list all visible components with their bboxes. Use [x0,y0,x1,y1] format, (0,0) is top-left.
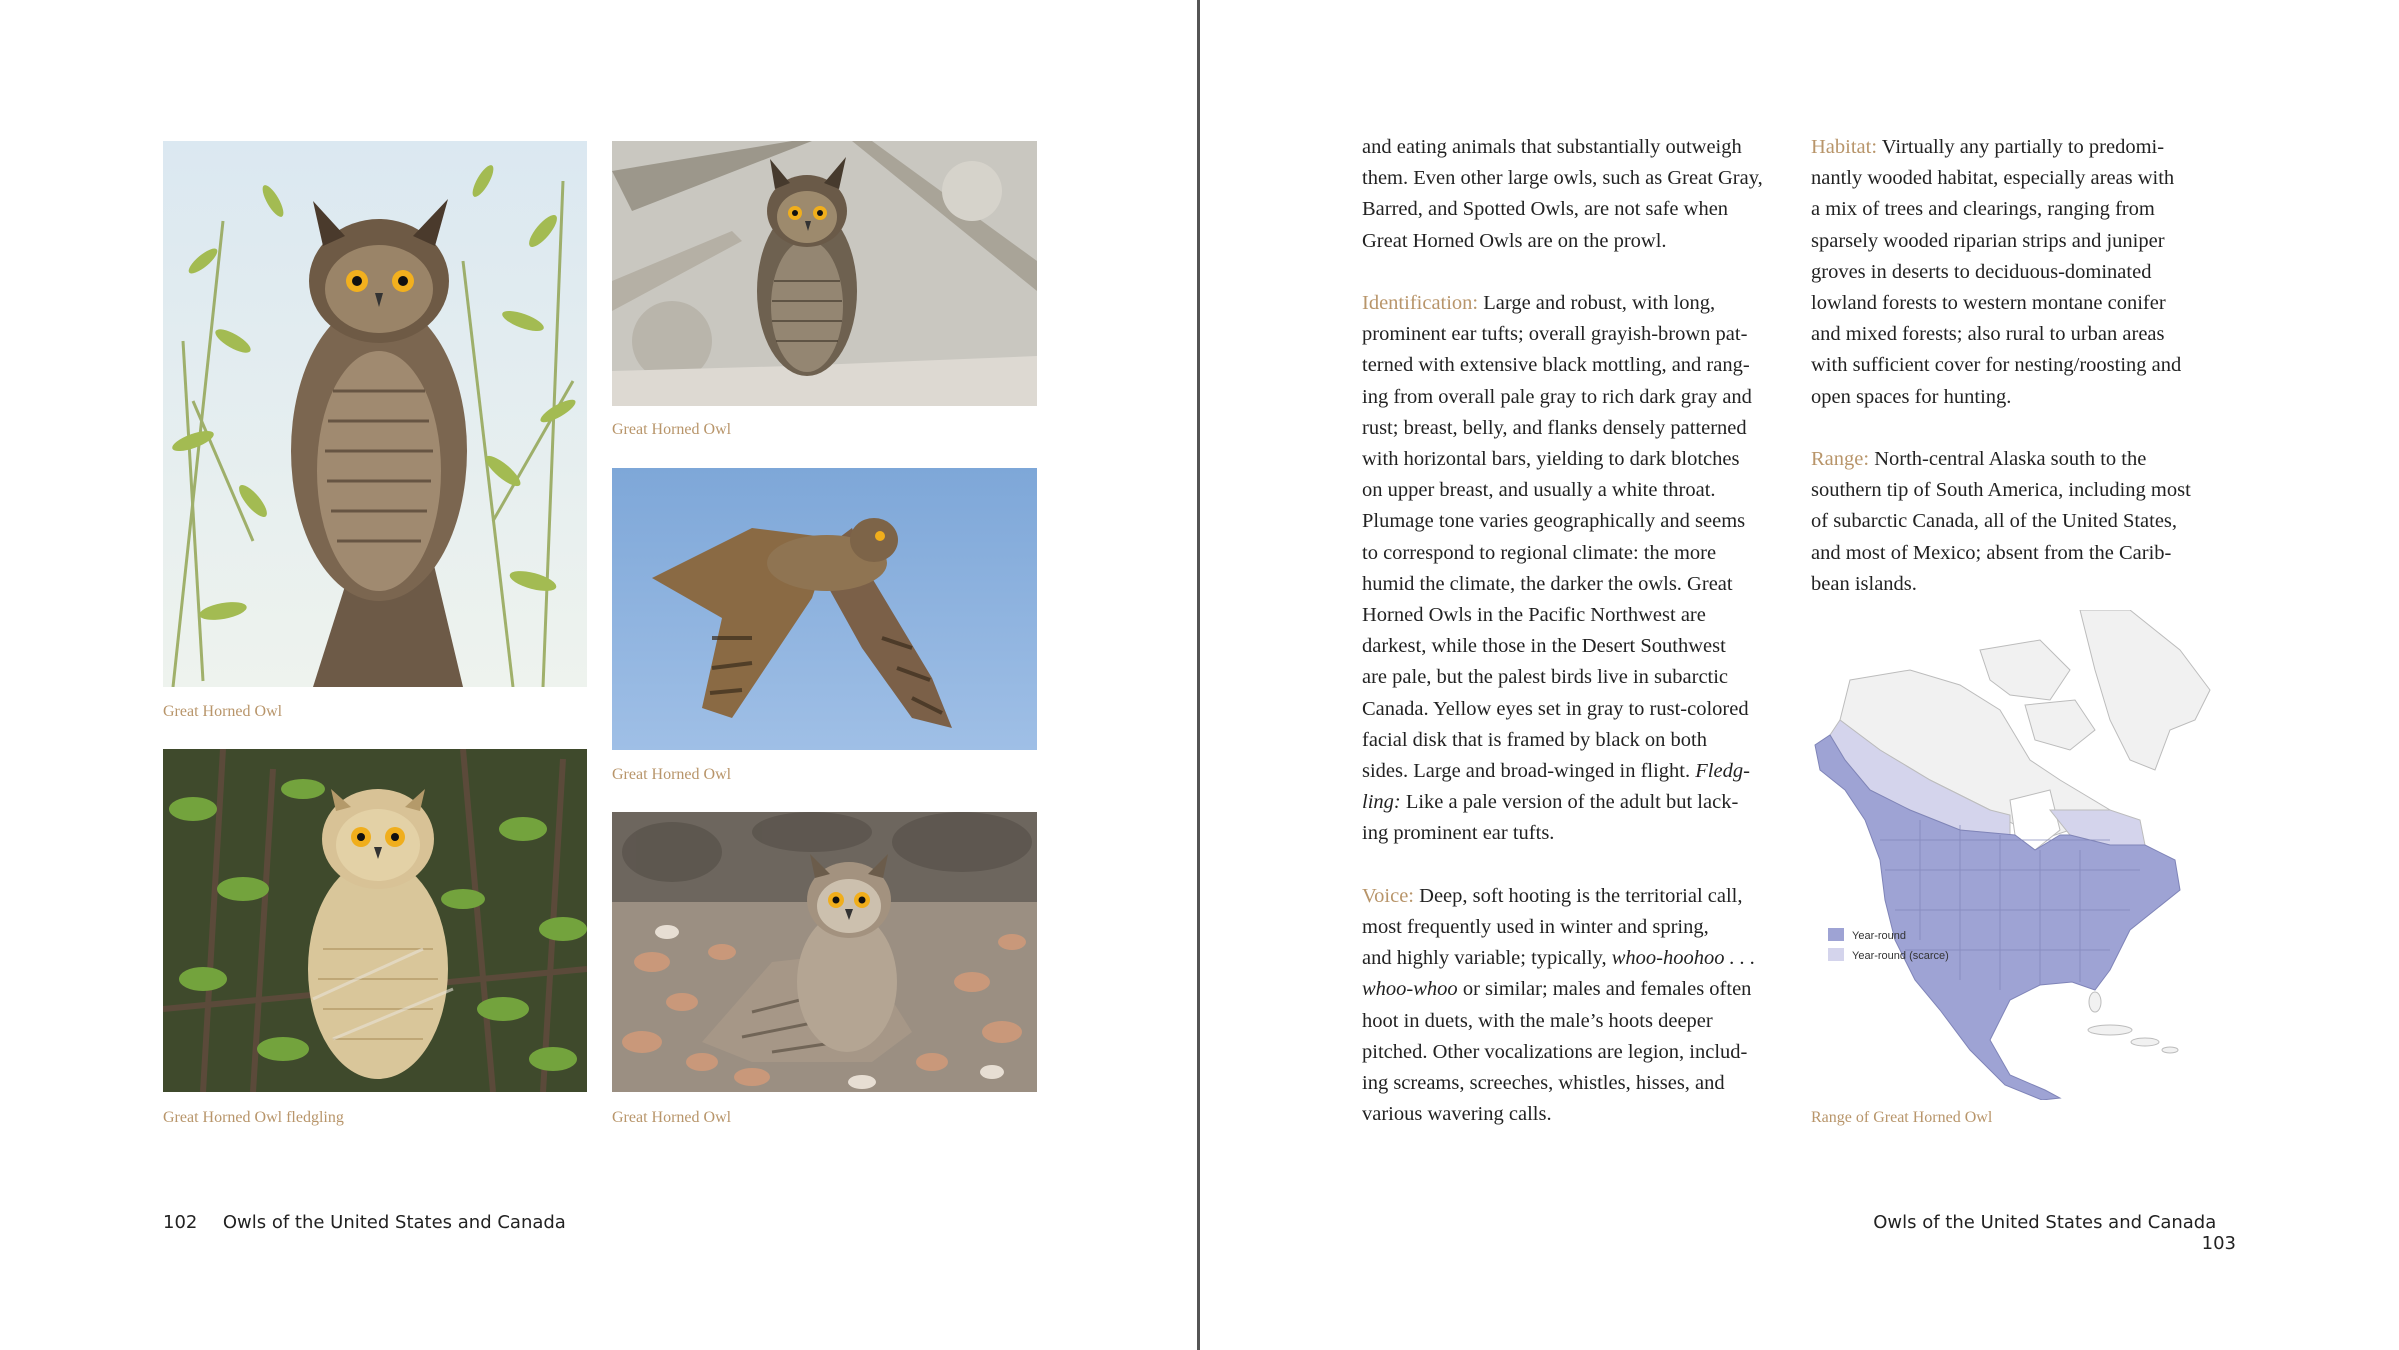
text-line: ing prominent ear tufts. [1362,822,1555,845]
text-line: Plumage tone varies geographically and seems [1362,510,1746,533]
text-line: most frequently used in winter and spring, [1362,916,1709,939]
fledgling-term: ling: [1362,791,1401,814]
text-line: prominent ear tufts; overall grayish-brown pat- [1362,323,1748,346]
text-line: and most of Mexico; absent from the Carib- [1811,541,2172,564]
owl-stump-image [612,141,1037,406]
identification-paragraph [1362,288,1792,850]
text-line: ing screams, screeches, whistles, hisses, and [1362,1072,1725,1095]
photo-great-horned-owl-stump [612,141,1037,406]
photo-caption: Great Horned Owl [163,703,283,720]
text-line: to correspond to regional climate: the more [1362,541,1717,564]
text-line: humid the climate, the darker the owls. Great [1362,572,1733,595]
owl-perched-image [163,141,587,687]
text-line: southern tip of South America, including most [1811,479,2191,502]
habitat-paragraph [1811,132,2241,413]
text-line: North-central Alaska south to the [1869,448,2147,471]
range-paragraph [1811,444,2241,600]
photo-caption: Great Horned Owl [612,1109,732,1126]
text-line: bean islands. [1811,572,1917,595]
text-line: sparsely wooded riparian strips and juniper [1811,229,2165,252]
running-title: Owls of the United States and Canada [222,1212,566,1233]
text-line: Horned Owls in the Pacific Northwest are [1362,604,1706,627]
owl-ground-image [612,812,1037,1092]
photo-great-horned-owl-fledgling [163,749,587,1092]
photo-caption: Great Horned Owl [612,421,732,438]
legend-swatch-year-round-scarce [1828,948,1844,961]
call-phrase: whoo-hoohoo . . . [1611,947,1756,970]
text-line: lowland forests to western montane conifer [1811,292,2166,315]
running-title: Owls of the United States and Canada [1873,1212,2217,1233]
text-line: them. Even other large owls, such as Great Gray, [1362,167,1763,190]
left-page [0,0,1199,1350]
text-line: on upper breast, and usually a white throat. [1362,479,1716,502]
page-number: 103 [2201,1233,2236,1254]
fledgling-term: Fledg- [1695,760,1750,783]
text-line: Large and robust, with long, [1478,292,1716,314]
text-line: and eating animals that substantially outweigh [1362,136,1742,158]
text-line: terned with extensive black mottling, and rang- [1362,354,1750,377]
right-folio [1856,1212,2236,1254]
habitat-heading: Habitat: [1811,136,1878,158]
text-line: and mixed forests; also rural to urban areas [1811,323,2165,346]
text-column-2 [1811,132,2241,631]
voice-heading: Voice: [1362,884,1415,907]
text-line: darkest, while those in the Desert Southwest [1362,635,1726,658]
text-line: hoot in duets, with the male’s hoots deeper [1362,1009,1713,1032]
owl-flight-image [612,468,1037,750]
text-line: a mix of trees and clearings, ranging from [1811,198,2155,221]
text-line: Barred, and Spotted Owls, are not safe when [1362,198,1729,221]
text-line: nantly wooded habitat, especially areas with [1811,167,2175,190]
continuation-paragraph [1362,132,1792,257]
legend-label-year-round: Year-round [1852,930,1907,942]
legend-label-year-round-scarce: Year-round (scarce) [1852,950,1949,962]
text-line: pitched. Other vocalizations are legion, includ- [1362,1040,1748,1063]
text-line: Like a pale version of the adult but lack- [1400,791,1739,814]
text-line: Deep, soft hooting is the territorial call, [1414,884,1743,907]
text-line: with horizontal bars, yielding to dark blotches [1362,448,1740,471]
photo-great-horned-owl-ground [612,812,1037,1092]
owl-fledgling-image [163,749,587,1092]
text-line: groves in deserts to deciduous-dominated [1811,260,2152,283]
call-phrase: whoo-whoo [1362,978,1458,1001]
photo-caption: Great Horned Owl [612,766,732,783]
text-line: and highly variable; typically, [1362,947,1612,970]
text-line: rust; breast, belly, and flanks densely patterned [1362,416,1747,439]
text-line: facial disk that is framed by black on both [1362,728,1707,751]
voice-paragraph [1362,881,1792,1131]
north-america-map [1810,610,2230,1100]
text-line: open spaces for hunting. [1811,385,2012,408]
photo-caption: Great Horned Owl fledgling [163,1109,344,1126]
text-line: sides. Large and broad-winged in flight. [1362,760,1696,783]
text-column-1 [1362,132,1792,1162]
text-line: Great Horned Owls are on the prowl. [1362,229,1667,252]
text-line: various wavering calls. [1362,1103,1552,1126]
legend-swatch-year-round [1828,928,1844,941]
map-caption: Range of Great Horned Owl [1811,1109,1993,1126]
text-line: or similar; males and females often [1457,978,1752,1001]
text-line: with sufficient cover for nesting/roosting and [1811,354,2182,377]
text-line: Canada. Yellow eyes set in gray to rust-colored [1362,697,1749,720]
page-number: 102 [163,1212,198,1233]
text-line: of subarctic Canada, all of the United States, [1811,510,2178,533]
identification-heading: Identification: [1362,292,1479,314]
photo-great-horned-owl-flight [612,468,1037,750]
range-heading: Range: [1811,448,1870,471]
text-line: ing from overall pale gray to rich dark gray and [1362,385,1752,408]
photo-great-horned-owl-perched [163,141,587,687]
text-line: Virtually any partially to predomi- [1877,136,2165,158]
text-line: are pale, but the palest birds live in subarctic [1362,666,1729,689]
range-map [1810,610,2230,1100]
left-folio [163,1212,566,1233]
